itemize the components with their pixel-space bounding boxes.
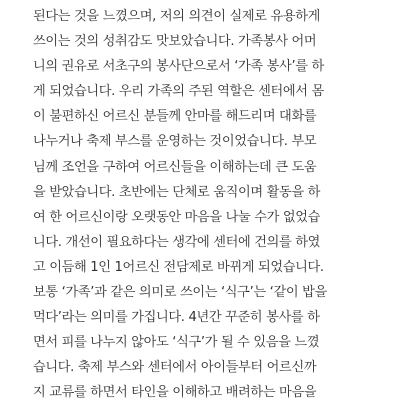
text-line-6: 나누거나 축제 부스를 운영하는 것이었습니다. 부모	[33, 134, 317, 150]
text-line-9: 여 한 어르신이랑 오랫동안 마음을 나눌 수가 없었습	[33, 209, 321, 225]
text-line-15: 습니다. 축제 부스와 센터에서 아이들부터 어르신까	[33, 360, 317, 376]
text-line-16: 지 교류를 하면서 타인을 이해하고 배려하는 마음을	[33, 385, 317, 400]
essay-text-block	[33, 0, 377, 400]
text-line-7: 님께 조언을 구하여 어르신들을 이해하는데 큰 도움	[33, 159, 317, 175]
text-line-2: 쓰이는 것의 성취감도 맛보았습니다. 가족봉사 어머	[33, 34, 317, 50]
text-line-14: 면서 피를 나누지 않아도 ‘식구’가 될 수 있음을 느꼈	[33, 335, 320, 351]
text-line-5: 이 불편하신 어르신 분들께 안마를 해드리며 대화를	[33, 109, 317, 125]
text-line-12: 보통 ‘가족’과 같은 의미로 쓰이는 ‘식구’는 ‘같이 밥을	[33, 285, 327, 301]
text-line-4: 게 되었습니다. 우리 가족의 주된 역할은 센터에서 몸	[33, 84, 324, 100]
text-line-8: 을 받았습니다. 초반에는 단체로 움직이며 활동을 하	[33, 184, 321, 200]
text-line-13: 먹다’라는 의미를 가집니다. 4년간 꾸준히 봉사를 하	[33, 310, 320, 326]
text-line-10: 니다. 개선이 필요하다는 생각에 센터에 건의를 하였	[33, 234, 321, 250]
text-line-11: 고 이듬해 1인 1어르신 전담제로 바뀌게 되었습니다.	[33, 259, 324, 275]
text-line-3: 니의 권유로 서초구의 봉사단으로서 ‘가족 봉사’를 하	[33, 59, 324, 75]
text-line-1: 된다는 것을 느꼈으며, 저의 의견이 실제로 유용하게	[33, 9, 321, 24]
